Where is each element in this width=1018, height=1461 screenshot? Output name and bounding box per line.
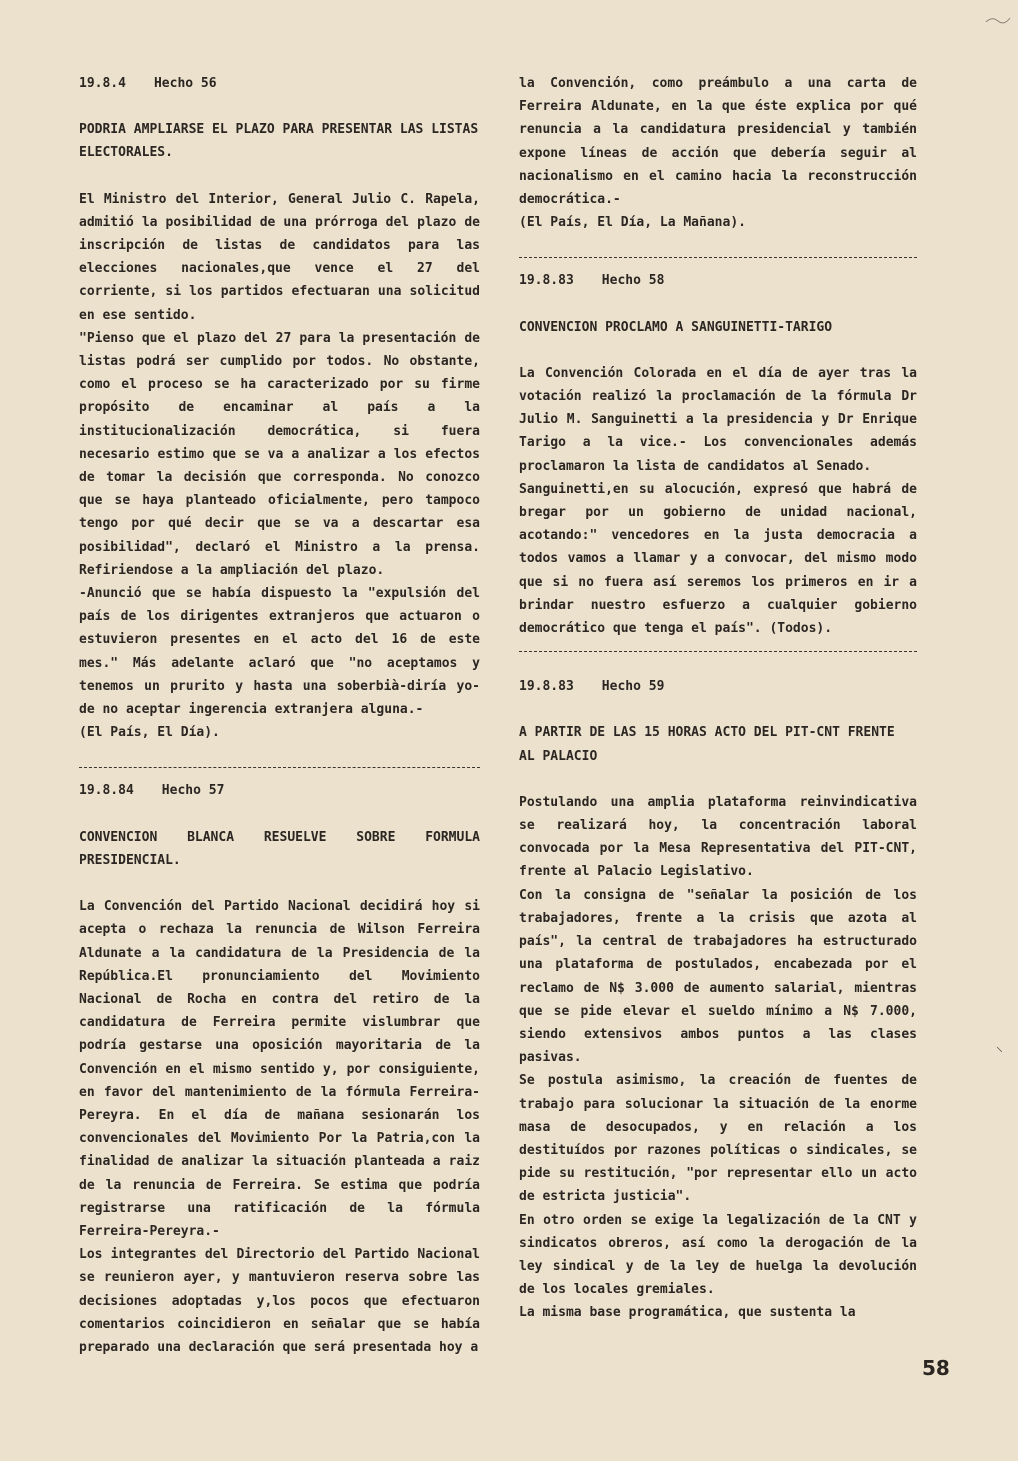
- paragraph: Postulando una amplia plataforma reinvindicativa se realizará hoy, la concentración laboral convocada por la Mesa Representativa del PIT-CNT, frente al Palacio Legislativo.: [519, 794, 917, 880]
- dashed-divider: [519, 651, 917, 652]
- entry-header-57: [79, 779, 480, 802]
- margin-mark: ⸜: [996, 1039, 1003, 1055]
- entry-header-56: [79, 72, 480, 95]
- paragraph: -Anunció que se había dispuesto la "expulsión del país de los dirigentes extranjeros que actuaron o estuvieron presentes en el acto del 16 de este mes." Más adelante aclaró que "no aceptamos y tenemos un prurito y hasta una soberbià-diría yo- de no aceptar ingerencia extranjera alguna.-: [79, 586, 480, 718]
- paragraph: La Convención Colorada en el día de ayer tras la votación realizó la proclamación de la fórmula Dr Julio M. Sanguinetti a la presidencia y Dr Enrique Tarigo a la vice.- Los convencionales además proclamaron la lista de candidatos al Senado.: [519, 365, 917, 474]
- page-number: 58: [922, 1356, 950, 1380]
- paragraph: Sanguinetti,en su alocución, expresó que habrá de bregar por un gobierno de unidad nacional, acotando:" vencedores en la justa democracia a todos vamos a llamar y a convocar, del mismo modo que si no fuera así seremos los primeros en ir a brindar nuestro esfuerzo a cualquier gobierno democrático que tenga el país". (Todos).: [519, 481, 917, 637]
- entry-title: A PARTIR DE LAS 15 HORAS ACTO DEL PIT-CNT FRENTE AL PALACIO: [519, 725, 895, 764]
- right-column: [519, 72, 917, 1325]
- entry-date: 19.8.84: [79, 783, 134, 799]
- entry-date: 19.8.83: [519, 679, 574, 695]
- paragraph: La Convención del Partido Nacional decidirá hoy si acepta o rechaza la renuncia de Wilson Ferreira Aldunate a la candidatura de la Presidencia de la República.El pronunciamiento del Movimiento Nacional de Rocha en contra del retiro de la candidatura de Ferreira permite vislumbrar que podría gestarse una oposición mayoritaria de la Convención en el mismo sentido y, por consiguiente, en favor del mantenimiento de la fórmula Ferreira-Pereyra. En el día de mañana sesionarán los convencionales del Movimiento Por la Patria,con la finalidad de analizar la situación planteada a raiz de la renuncia de Ferreira. Se estima que podría registrarse una ratificación de la fórmula Ferreira-Pereyra.-: [79, 899, 480, 1239]
- paragraph: "Pienso que el plazo del 27 para la presentación de listas podrá ser cumplido por todos. No obstante, como el proceso se ha caracterizado por su firme propósito de encaminar al país a la institucionalización democrática, si fuera necesario estimo que se va a analizar a los efectos de tomar la decisión que corresponda. No conozco que se haya planteado oficialmente, pero tampoco tengo por qué decir que se va a descartar esa posibilidad", declaró el Ministro a la prensa. Refiriendose a la ampliación del plazo.: [79, 330, 480, 578]
- entry-title: PODRIA AMPLIARSE EL PLAZO PARA PRESENTAR LAS LISTAS ELECTORALES.: [79, 122, 479, 161]
- paragraph: Se postula asimismo, la creación de fuentes de trabajo para solucionar la situación de la enorme masa de desocupados, y en relación a los destituídos por razones políticas o sindicales, se pide su restitución, "por representar ello un acto de estricta justicia".: [519, 1073, 917, 1205]
- entry-tag: Hecho 57: [161, 783, 225, 799]
- paragraph: Con la consigna de "señalar la posición de los trabajadores, frente a la crisis que azota al país", la central de trabajadores ha estructurado una plataforma de postulados, encabezada por el reclamo de N$ 3.000 de aumento salarial, mientras que se pide elevar el sueldo mínimo a N$ 7.000, siendo extensivos ambos puntos a las clases pasivas.: [519, 887, 917, 1066]
- entry-header-58: [519, 269, 917, 292]
- paragraph: Los integrantes del Directorio del Partido Nacional se reunieron ayer, y mantuvieron reserva sobre las decisiones adoptadas y,los pocos que efectuaron comentarios coincidieron en señalar que se había preparado una declaración que será presentada hoy a: [79, 1247, 480, 1355]
- left-column: [79, 72, 480, 1359]
- entry-tag: Hecho 59: [601, 679, 665, 695]
- source-citation: (El País, El Día).: [79, 725, 220, 741]
- paragraph: la Convención, como preámbulo a una carta de Ferreira Aldunate, en la que éste explica por qué renuncia a la candidatura presidencial y también expone líneas de acción que debería seguir al nacionalismo en el camino hacia la reconstrucción democrática.-: [519, 76, 917, 208]
- paragraph: El Ministro del Interior, General Julio C. Rapela, admitió la posibilidad de una prórroga del plazo de inscripción de listas de candidatos para las elecciones nacionales,que vence el 27 del corriente, si los partidos efectuaran una solicitud en ese sentido.: [79, 191, 480, 323]
- entry-date: 19.8.4: [79, 76, 126, 91]
- source-citation: (El País, El Día, La Mañana).: [519, 215, 746, 231]
- entry-date: 19.8.83: [519, 273, 574, 289]
- entry-tag: Hecho 56: [153, 76, 217, 91]
- entry-tag: Hecho 58: [601, 273, 665, 289]
- dashed-divider: [519, 257, 917, 258]
- entry-header-59: [519, 675, 917, 698]
- corner-smudge: [984, 12, 1014, 28]
- paragraph: En otro orden se exige la legalización de la CNT y sindicatos obreros, así como la derogación de la ley sindical y de la ley de huelga la devolución de los locales gremiales.: [519, 1212, 917, 1298]
- entry-title: CONVENCION BLANCA RESUELVE SOBRE FORMULA PRESIDENCIAL.: [79, 829, 480, 868]
- paragraph: La misma base programática, que sustenta la: [519, 1305, 856, 1321]
- dashed-divider: [79, 767, 480, 768]
- entry-title: CONVENCION PROCLAMO A SANGUINETTI-TARIGO: [519, 319, 833, 335]
